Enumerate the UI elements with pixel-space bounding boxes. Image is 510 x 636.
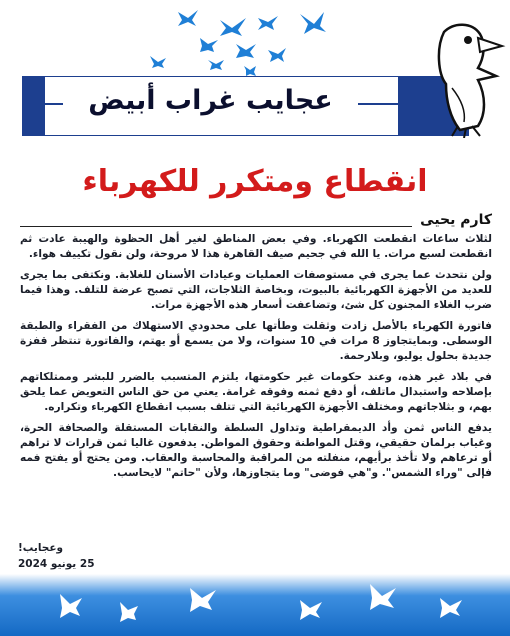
banner-left-block bbox=[23, 77, 45, 135]
article-body bbox=[20, 232, 492, 487]
flying-bird-icon bbox=[268, 48, 286, 62]
article-date: 25 يونيو 2024 bbox=[18, 558, 95, 570]
paragraph: فاتورة الكهرباء بالأصل زادت وثقلت وطأتها على محدودي الاستهلاك من الفقراء والطبقة الوسطى. وبمايتجاوز 8 مرات في 10 سنوات، ولا من يسمع أو يهتم، والفاتورة تنتظر قفزة جديدة بحلول يوليو، وبلارحمة. bbox=[20, 320, 492, 362]
flying-bird-icon bbox=[150, 56, 166, 68]
flying-bird-icon bbox=[220, 18, 246, 36]
author-row bbox=[20, 212, 492, 234]
flying-bird-icon bbox=[244, 66, 256, 76]
article-title: انقطاع ومتكرر للكهرباء bbox=[82, 164, 428, 199]
brand-title: عجايب غراب أبيض bbox=[63, 85, 358, 116]
white-crow-icon bbox=[400, 18, 508, 138]
birds-bottom-decoration bbox=[0, 574, 510, 636]
author-name: كارم يحيى bbox=[420, 212, 492, 228]
flying-bird-icon bbox=[236, 44, 256, 58]
paragraph: لثلاث ساعات انقطعت الكهرباء. وفي بعض المناطق لغير أهل الحظوة والهيبة عادت ثم انقطعت لسبع مرات. يا الله في جحيم صيف القاهرة هذا لا مروحة، ولن نقول تكييف هواء. bbox=[20, 233, 492, 260]
author-divider bbox=[20, 226, 412, 227]
flying-bird-icon bbox=[258, 16, 278, 30]
paragraph: ولن نتحدث عما يجرى في مستوصفات العمليات وعيادات الأسنان للغلابة. ونكتفى بما يجرى للعديد من الأجهزة الكهربائية بالبيوت، وبخاصة الثلاجات، التي تصبح عرضة للتلف. وهذا فيما ضرب الغلاء المجنون كل شئ، وتضاعفت أسعار هذه الأجهزة مرات. bbox=[20, 269, 492, 311]
paragraph: يدفع الناس ثمن وأد الديمقراطية وتداول السلطة والنقابات المستقلة والصحافة الحرة، وغياب برلمان حقيقي، وقتل المواطنة وحقوق المواطن. يدفعون غاليا ثمن قرارات لا تراهم أو ترعاهم ولا تأخذ برأيهم، منفلته من المراقبة والمحاسبة والعقاب. ومن يحتج أو يفتح فمه فإلى "وراء الشمس". و"هي فوضى" وما يتجاوزها، ولأن "حاتم" لايحاسب. bbox=[20, 422, 492, 479]
flying-bird-icon bbox=[178, 10, 198, 26]
flying-bird-icon bbox=[200, 38, 218, 52]
signoff-text: وعجايب! bbox=[18, 542, 64, 554]
paragraph: في بلاد غير هذه، وعند حكومات غير حكومتها، يلتزم المتسبب بالضرر للبشر وممتلكاتهم بإصلاحه واستبدال ماتلف، أو دفع ثمنه وفوقه غرامة. يعني من حق الناس التعويض عما يلحق بهم، و بثلاجاتهم ومختلف الأجهزة الكهربائية التي تتلف بسبب انقطاع الكهرباء وتكراره. bbox=[20, 371, 492, 413]
flying-bird-icon bbox=[208, 60, 224, 70]
signoff-block bbox=[18, 540, 95, 572]
flying-bird-icon bbox=[300, 12, 326, 34]
